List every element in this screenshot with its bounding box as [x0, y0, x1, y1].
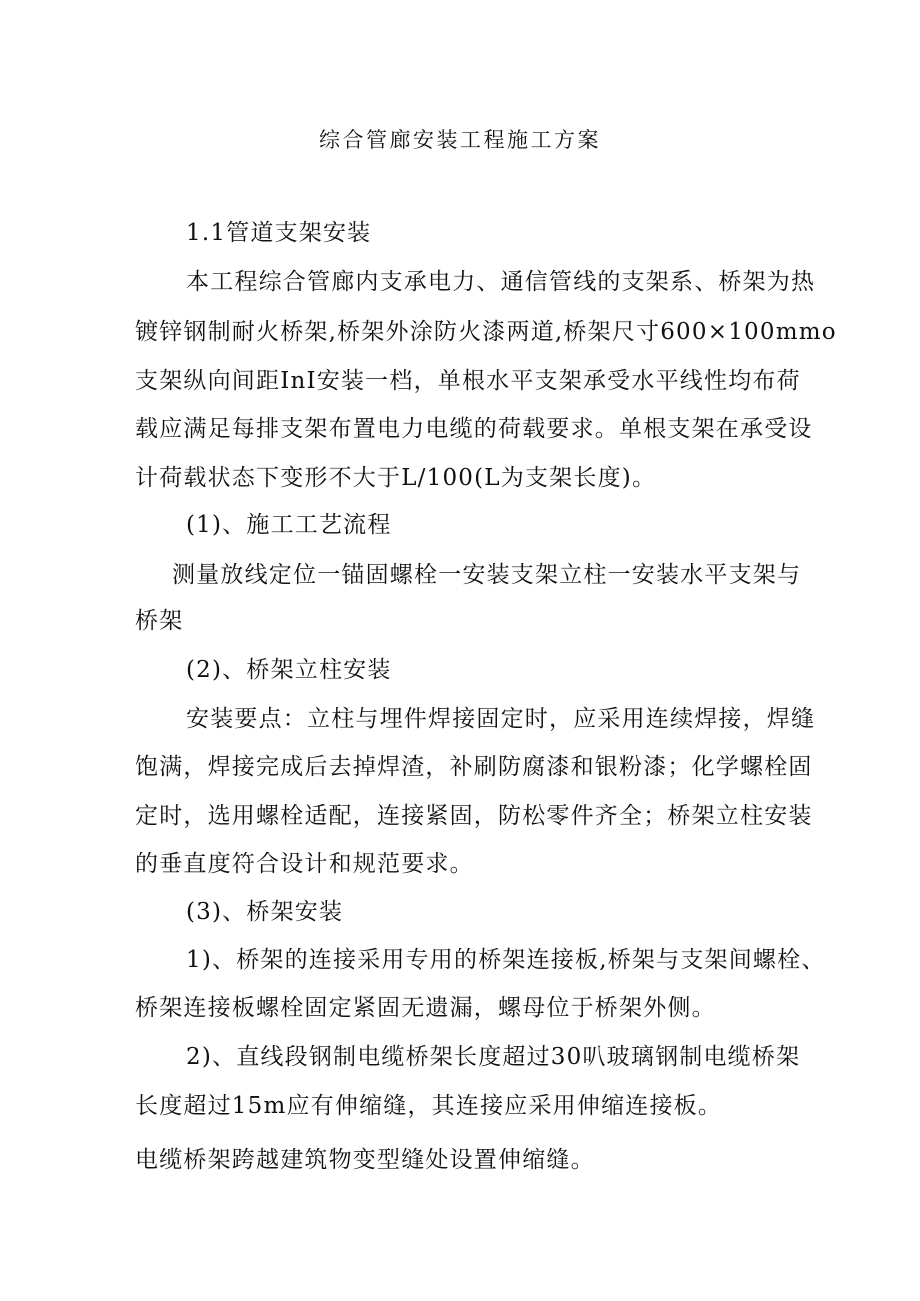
- paragraph-line: 1)、桥架的连接采用专用的桥架连接板,桥架与支架间螺栓、: [186, 947, 826, 973]
- paragraph-line: 定时，选用螺栓适配，连接紧固，防松零件齐全；桥架立柱安装: [135, 803, 813, 829]
- paragraph-line: 支架纵向间距InI安装一档，单根水平支架承受水平线性均布荷: [135, 368, 801, 394]
- paragraph-line: 本工程综合管廊内支承电力、通信管线的支架系、桥架为热: [186, 269, 816, 295]
- paragraph-line: 的垂直度符合设计和规范要求。: [135, 851, 474, 877]
- subsection-heading: (2)、桥架立柱安装: [186, 657, 392, 683]
- subsection-heading: (1)、施工工艺流程: [186, 512, 392, 538]
- paragraph-line: 长度超过15m应有伸缩缝，其连接应采用伸缩连接板。: [135, 1093, 723, 1119]
- paragraph-line: 桥架连接板螺栓固定紧固无遗漏，螺母位于桥架外侧。: [135, 995, 716, 1021]
- paragraph-line: 桥架: [135, 608, 184, 634]
- paragraph-line: 载应满足每排支架布置电力电缆的荷载要求。单根支架在承受设: [135, 416, 813, 442]
- paragraph-line: 2)、直线段钢制电缆桥架长度超过30叭玻璃钢制电缆桥架: [186, 1044, 801, 1070]
- paragraph-line: 安装要点：立柱与埋件焊接固定时，应采用连续焊接，焊缝: [186, 706, 816, 732]
- paragraph-line: 镀锌钢制耐火桥架,桥架外涂防火漆两道,桥架尺寸600×100mmo: [135, 319, 837, 345]
- section-heading: 1.1管道支架安装: [186, 220, 372, 246]
- paragraph-line: 饱满，焊接完成后去掉焊渣，补刷防腐漆和银粉漆；化学螺栓固: [135, 754, 813, 780]
- paragraph-line: 计荷载状态下变形不大于L/100(L为支架长度)。: [135, 465, 657, 491]
- document-title: 综合管廊安装工程施工方案: [319, 128, 601, 152]
- paragraph-line: 测量放线定位一锚固螺栓一安装支架立柱一安装水平支架与: [172, 562, 802, 588]
- subsection-heading: (3)、桥架安装: [186, 899, 344, 925]
- paragraph-line: 电缆桥架跨越建筑物变型缝处设置伸缩缝。: [135, 1147, 595, 1173]
